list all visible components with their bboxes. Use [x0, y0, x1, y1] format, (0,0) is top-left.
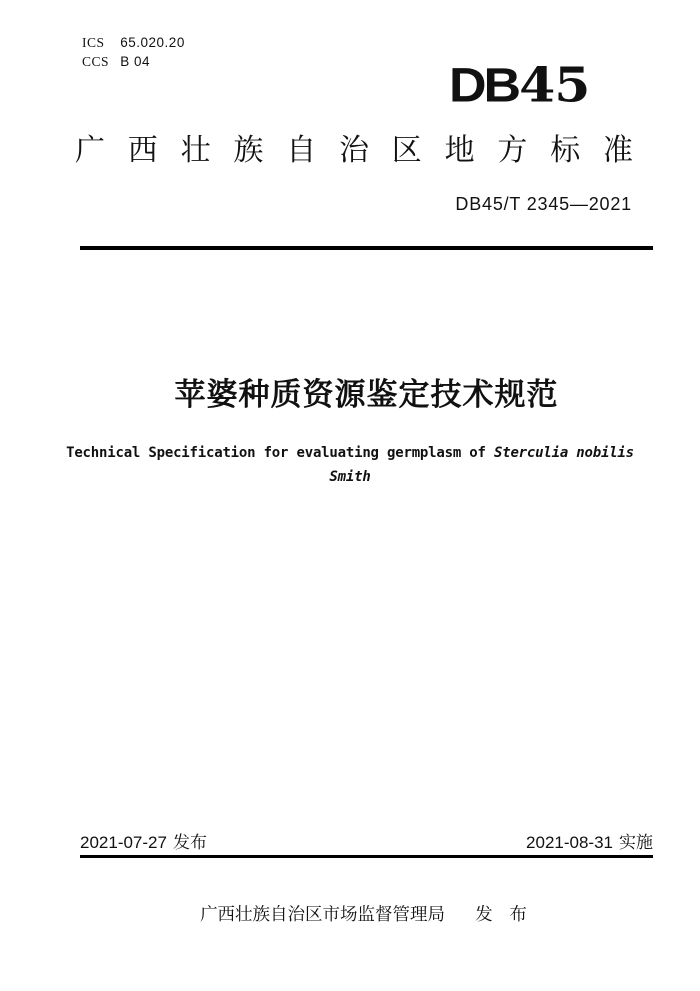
- ccs-label: CCS: [82, 54, 110, 69]
- title-en-latin-name: Sterculia nobilis: [494, 445, 634, 461]
- document-title-en: [40, 441, 660, 489]
- publisher-row: [80, 903, 653, 925]
- top-horizontal-rule: [80, 246, 653, 250]
- ics-label: ICS: [82, 35, 105, 50]
- implementation-date-block: [526, 833, 653, 853]
- publisher-name: 广西壮族自治区市场监督管理局: [200, 904, 446, 924]
- ccs-code-line: [82, 52, 185, 71]
- implementation-date: 2021-08-31: [526, 833, 613, 852]
- dates-row: [80, 833, 653, 853]
- document-title-zh: 苹婆种质资源鉴定技术规范: [174, 377, 559, 412]
- issue-label: 发布: [172, 833, 207, 852]
- db45-logo-db-text: DB: [449, 59, 519, 113]
- standard-type-heading: 广西壮族自治区地方标准: [75, 134, 656, 167]
- standard-number: DB45/T 2345—2021: [455, 194, 632, 214]
- issue-date-block: [80, 833, 207, 853]
- db45-logo: [449, 57, 590, 114]
- issue-date: 2021-07-27: [80, 833, 167, 852]
- title-en-latin-name-line2: Smith: [329, 469, 371, 485]
- title-en-prefix: Technical Specification for evaluating germplasm of: [66, 445, 494, 461]
- publish-label: 发 布: [475, 904, 533, 924]
- classification-codes: [82, 33, 185, 71]
- bottom-horizontal-rule: [80, 855, 653, 858]
- ics-code-line: [82, 33, 185, 52]
- ccs-value: B 04: [120, 54, 151, 69]
- db45-logo-region-number: 45: [519, 57, 590, 114]
- ics-value: 65.020.20: [120, 35, 185, 50]
- implementation-label: 实施: [619, 833, 653, 852]
